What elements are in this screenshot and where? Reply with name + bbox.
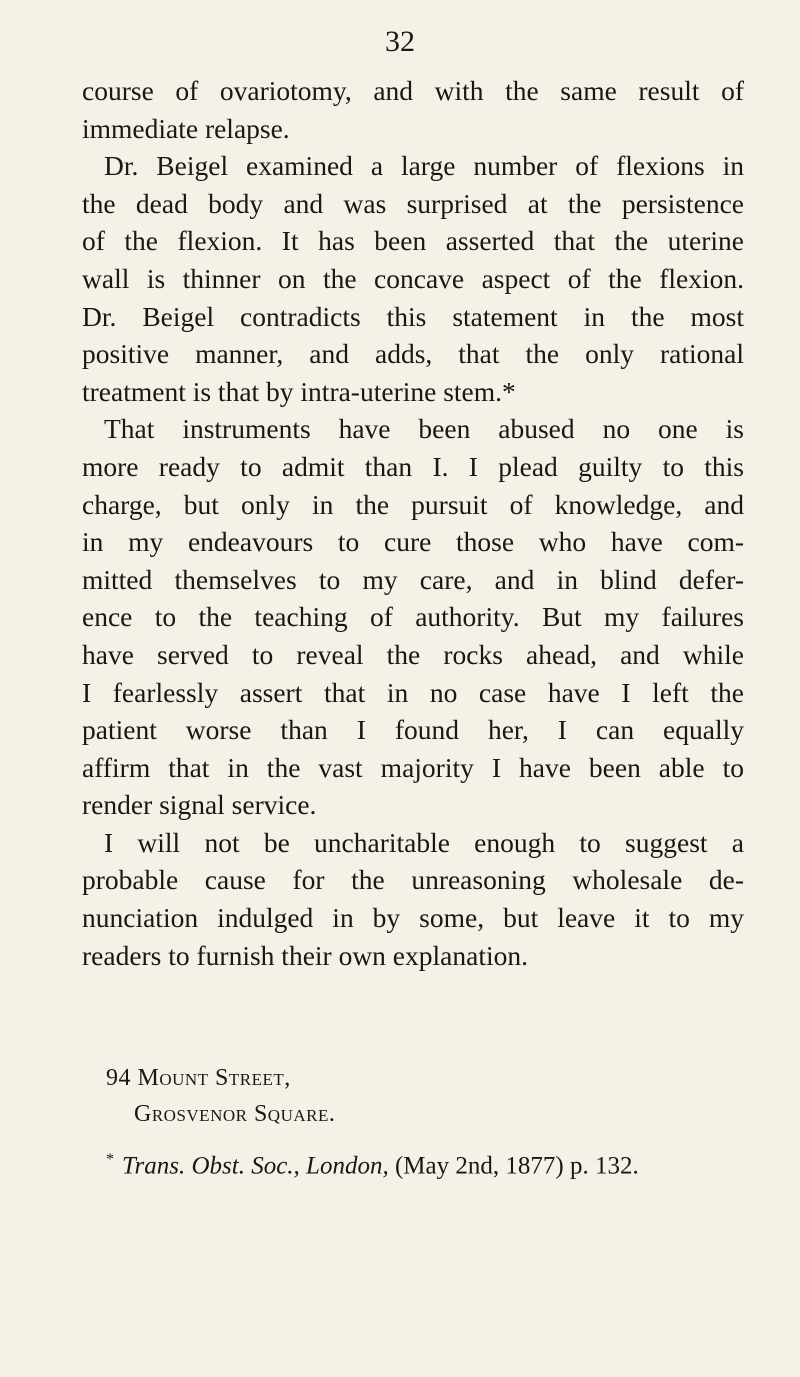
address-line-street: 94 Mount Street,	[106, 1065, 291, 1091]
text-line: mitted themselves to my care, and in blind defer-	[82, 563, 744, 595]
text-line: I fearlessly assert that in no case have I left the	[82, 676, 744, 708]
text-line: affirm that in the vast majority I have been able to	[82, 751, 744, 783]
text-line: positive manner, and adds, that the only rational	[82, 338, 744, 370]
body-text	[82, 72, 744, 974]
text-line: wall is thinner on the concave aspect of the flexion.	[82, 262, 744, 294]
text-line: That instruments have been abused no one is	[104, 413, 744, 445]
text-line: I will not be uncharitable enough to suggest a	[104, 826, 744, 858]
text-line: Dr. Beigel contradicts this statement in the most	[82, 300, 744, 332]
text-line: render signal service.	[82, 789, 317, 821]
text-line: patient worse than I found her, I can equally	[82, 714, 744, 746]
text-line: have served to reveal the rocks ahead, and while	[82, 638, 744, 670]
text-line: readers to furnish their own explanation.	[82, 939, 528, 971]
footnote-mark: *	[106, 1151, 114, 1168]
footnote-citation: (May 2nd, 1877) p. 132.	[394, 1152, 639, 1180]
text-line: of the flexion. It has been asserted that the uterine	[82, 225, 744, 257]
text-line: Dr. Beigel examined a large number of flexions in	[104, 150, 744, 182]
text-line: charge, but only in the pursuit of knowledge, and	[82, 488, 744, 520]
text-line: in my endeavours to cure those who have com-	[82, 526, 744, 558]
address-line-square: Grosvenor Square.	[134, 1101, 336, 1127]
text-line: ence to the teaching of authority. But my failures	[82, 601, 744, 633]
text-line: course of ovariotomy, and with the same result of	[82, 75, 744, 106]
text-line: probable cause for the unreasoning wholesale de-	[82, 864, 744, 896]
text-line: more ready to admit than I. I plead guilty to this	[82, 450, 744, 482]
text-line: treatment is that by intra-uterine stem.*	[82, 375, 516, 407]
text-line: immediate relapse.	[82, 112, 290, 144]
footnote-journal: Trans. Obst. Soc., London,	[122, 1152, 389, 1180]
footnote	[106, 1143, 746, 1183]
address-block	[106, 1060, 335, 1132]
page-number: 32	[385, 25, 415, 58]
text-line: the dead body and was surprised at the persistence	[82, 187, 744, 219]
text-line: nunciation indulged in by some, but leave it to my	[82, 902, 744, 934]
